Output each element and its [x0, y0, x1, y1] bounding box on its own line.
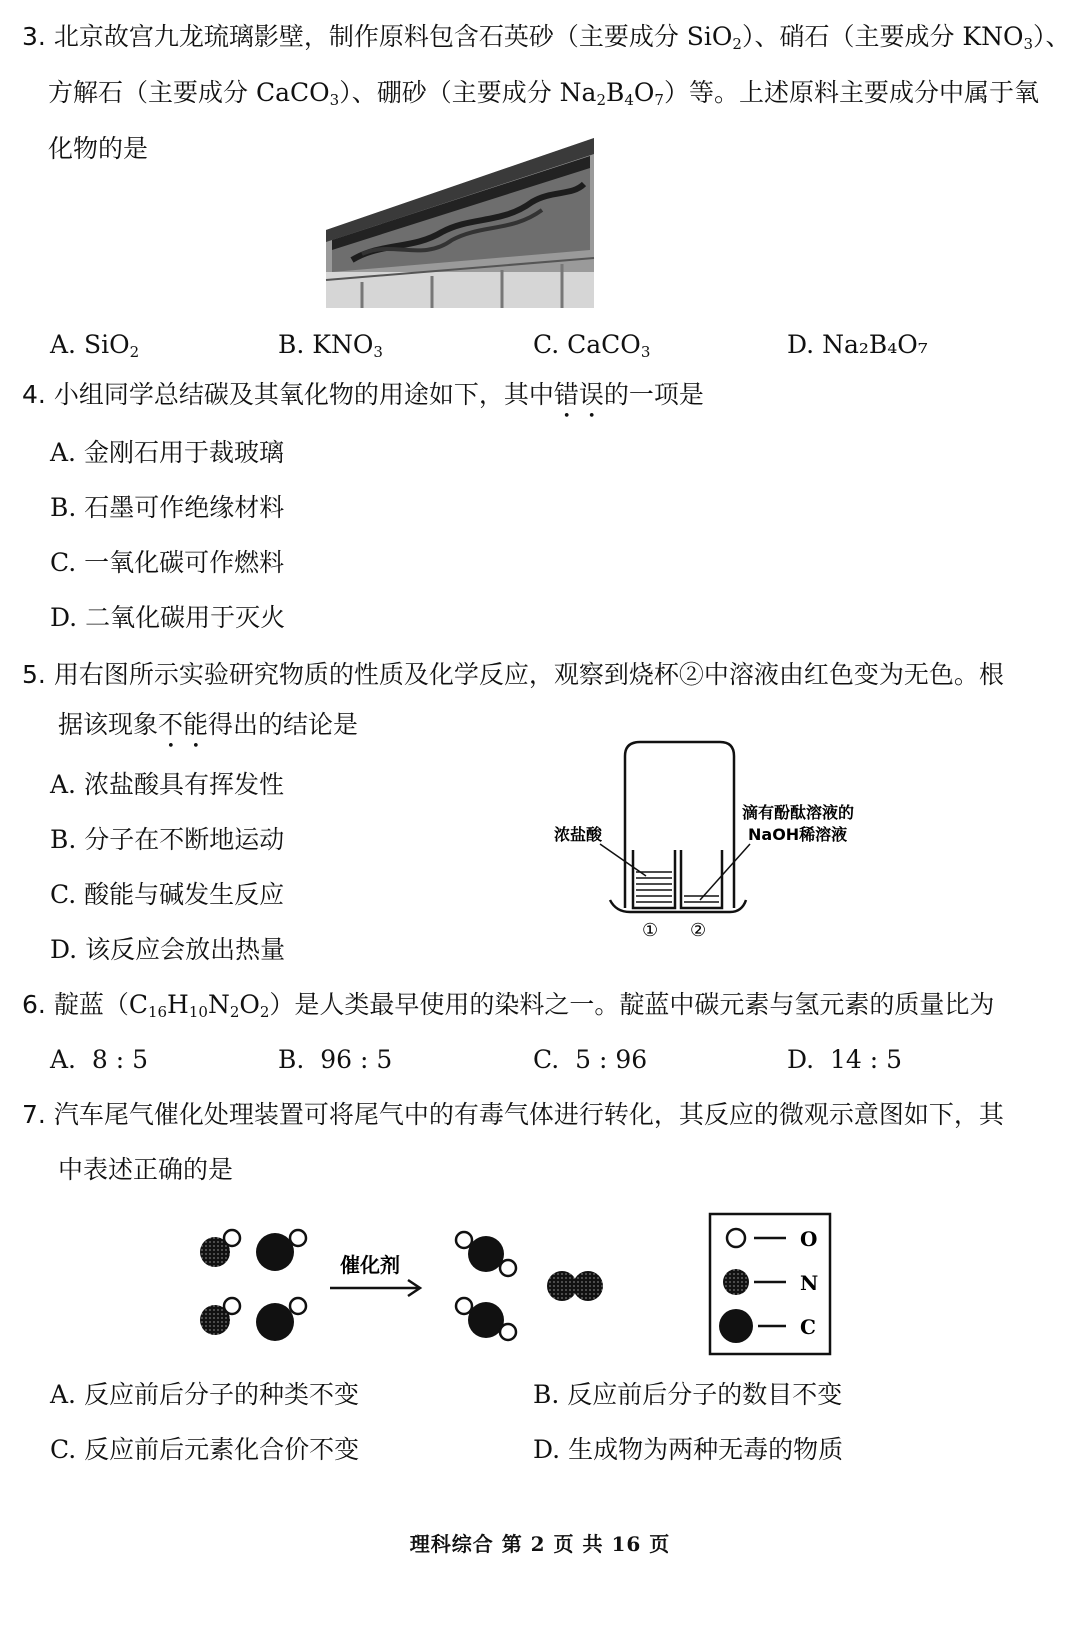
- q6-text: 靛蓝（C: [53, 990, 148, 1019]
- product-co2-molecule: [456, 1298, 516, 1340]
- q5-option-d[interactable]: [50, 933, 285, 967]
- q4-stem: [22, 378, 704, 424]
- q6-option-d[interactable]: [787, 1043, 902, 1077]
- bell-jar: [625, 742, 734, 908]
- option-label: B.: [278, 330, 305, 359]
- q3-number: 3.: [22, 22, 46, 51]
- q3-option-b[interactable]: [278, 328, 383, 362]
- option-subscript: 3: [373, 343, 383, 361]
- option-label: A.: [50, 1045, 77, 1074]
- q5-line2: [58, 708, 358, 754]
- option-text: 一氧化碳可作燃料: [84, 548, 285, 577]
- option-label: C.: [50, 880, 77, 909]
- page-footer: 理科综合 第 2 页 共 16 页: [409, 1532, 671, 1556]
- q6-text: ）是人类最早使用的染料之一。靛蓝中碳元素与氢元素的质量比为: [269, 990, 995, 1019]
- option-label: D.: [787, 1045, 815, 1074]
- q7-line1: [22, 1098, 1004, 1132]
- legend-n-symbol: N: [800, 1271, 819, 1295]
- option-label: B.: [50, 825, 77, 854]
- option-text: 二氧化碳用于灭火: [85, 603, 286, 632]
- beaker-1: [633, 850, 675, 908]
- q5-line1: [22, 658, 1004, 692]
- option-text: 反应前后元素化合价不变: [84, 1435, 360, 1464]
- q4-emphasis: 错误: [553, 380, 604, 409]
- sio2-formula: SiO: [686, 22, 733, 51]
- option-label: A.: [50, 1380, 77, 1409]
- q7-reaction-diagram: [180, 1208, 850, 1368]
- base-plate: [610, 900, 746, 912]
- q4-number: 4.: [22, 380, 46, 409]
- q3-text: ）、硼砂（主要成分: [339, 78, 552, 107]
- product-n2-molecule: [547, 1271, 603, 1301]
- q6-option-c[interactable]: [533, 1043, 647, 1077]
- legend-c-symbol: C: [800, 1315, 816, 1339]
- q3-text: 方解石（主要成分: [48, 78, 249, 107]
- caco3-formula: CaCO: [255, 78, 330, 107]
- option-formula: KNO: [312, 330, 374, 359]
- q5-option-c[interactable]: [50, 878, 284, 912]
- q3-line2: 方解石（主要成分 CaCO$_3$）、硼砂（主要成分 $Na_2B_4O_7$）等。上述原料主要成分中属于氧: [48, 78, 1039, 109]
- option-label: A.: [50, 770, 77, 799]
- option-label: A.: [50, 330, 77, 359]
- option-subscript: 2: [129, 343, 140, 361]
- q3-option-d[interactable]: [787, 328, 928, 362]
- option-formula: SiO: [83, 330, 130, 359]
- label-naoh: NaOH稀溶液: [748, 825, 848, 844]
- kno3-formula: KNO: [962, 22, 1024, 51]
- product-co2-molecule: [456, 1232, 516, 1276]
- q3-text: ）、硝石（主要成分: [741, 22, 955, 51]
- reactant-co-molecule: [256, 1298, 306, 1341]
- legend-o-symbol: O: [800, 1227, 818, 1251]
- q3-text: 北京故宫九龙琉璃影壁，制作原料包含石英砂（主要成分: [53, 22, 679, 51]
- na2b4o7-formula: $Na_2B_4O_7$: [559, 78, 664, 109]
- q4-option-c[interactable]: [50, 546, 284, 580]
- q4-text: 的一项是: [603, 380, 704, 409]
- q7-option-b[interactable]: [533, 1378, 842, 1412]
- q7-option-a[interactable]: [50, 1378, 359, 1412]
- q5-option-a[interactable]: [50, 768, 284, 802]
- nine-dragon-wall-photo: [322, 132, 600, 308]
- q7-option-c[interactable]: [50, 1433, 359, 1467]
- option-text: 8 : 5: [91, 1045, 149, 1074]
- q7-text: 汽车尾气催化处理装置可将尾气中的有毒气体进行转化，其反应的微观示意图如下，其: [53, 1100, 1004, 1129]
- option-label: C.: [50, 548, 77, 577]
- reactant-co-molecule: [256, 1230, 306, 1271]
- option-text: 反应前后分子的数目不变: [567, 1380, 843, 1409]
- q5-text: 得出的结论是: [208, 710, 359, 739]
- option-label: C.: [533, 1045, 560, 1074]
- q5-text: 据该现象: [58, 710, 159, 739]
- q5-emphasis: 不能: [158, 710, 209, 739]
- option-label: C.: [533, 330, 560, 359]
- option-text: 金刚石用于裁玻璃: [83, 438, 284, 467]
- option-label: B.: [50, 493, 77, 522]
- option-label: B.: [278, 1045, 305, 1074]
- label-phenolphthalein: 滴有酚酞溶液的: [742, 803, 855, 822]
- option-text: 石墨可作绝缘材料: [84, 493, 285, 522]
- q5-number: 5.: [22, 660, 46, 689]
- q4-text: 小组同学总结碳及其氧化物的用途如下，其中: [53, 380, 554, 409]
- option-formula: Na₂B₄O₇: [822, 330, 928, 359]
- option-label: D.: [787, 330, 815, 359]
- reactant-no-molecule: [200, 1298, 240, 1335]
- q3-text: ）、: [1033, 22, 1071, 51]
- q3-option-a[interactable]: [50, 328, 139, 362]
- q6-option-a[interactable]: [50, 1043, 148, 1077]
- option-text: 生成物为两种无毒的物质: [568, 1435, 844, 1464]
- beaker-1-number: ①: [642, 920, 659, 941]
- q5-option-b[interactable]: [50, 823, 284, 857]
- q6-number: 6.: [22, 990, 46, 1019]
- q6-stem: 6. 靛蓝$(C_{16}H_{10}N_2O_2)$是人类最早使用的染料之一。靛蓝中碳元素与氢元素的质量比为: [22, 990, 995, 1021]
- q4-option-b[interactable]: [50, 491, 284, 525]
- q3-line1: 3. 北京故宫九龙琉璃影壁，制作原料包含石英砂（主要成分 SiO$_2$）、硝石（主要成分 $KNO_3$）、: [22, 22, 1071, 53]
- option-label: D.: [50, 935, 78, 964]
- reactant-no-molecule: [200, 1230, 240, 1267]
- q4-option-a[interactable]: [50, 436, 284, 470]
- option-text: 分子在不断地运动: [84, 825, 285, 854]
- option-text: 96 : 5: [320, 1045, 393, 1074]
- q7-line2: 中表述正确的是: [58, 1155, 234, 1184]
- label-conc-hcl: 浓盐酸: [554, 825, 603, 844]
- option-label: D.: [533, 1435, 561, 1464]
- q7-option-d[interactable]: [533, 1433, 843, 1467]
- option-text: 浓盐酸具有挥发性: [83, 770, 284, 799]
- catalyst-label: 催化剂: [340, 1253, 400, 1277]
- option-text: 14 : 5: [830, 1045, 903, 1074]
- q5-beaker-diagram: [550, 736, 880, 946]
- q3-option-c[interactable]: [533, 328, 650, 362]
- option-label: C.: [50, 1435, 77, 1464]
- option-label: B.: [533, 1380, 560, 1409]
- option-text: 反应前后分子的种类不变: [83, 1380, 359, 1409]
- beaker-2-number: ②: [690, 920, 707, 941]
- option-label: A.: [50, 438, 77, 467]
- q7-number: 7.: [22, 1100, 46, 1129]
- q5-text: 用右图所示实验研究物质的性质及化学反应，观察到烧杯②中溶液由红色变为无色。根: [53, 660, 1004, 689]
- option-text: 该反应会放出热量: [85, 935, 286, 964]
- q3-line3: 化物的是: [48, 134, 149, 163]
- option-text: 5 : 96: [575, 1045, 648, 1074]
- q3-text: ）等。上述原料主要成分中属于氧: [663, 78, 1039, 107]
- option-formula: CaCO: [567, 330, 641, 359]
- q6-option-b[interactable]: [278, 1043, 392, 1077]
- q4-option-d[interactable]: [50, 601, 285, 635]
- option-text: 酸能与碱发生反应: [84, 880, 285, 909]
- option-label: D.: [50, 603, 78, 632]
- option-subscript: 3: [640, 343, 651, 361]
